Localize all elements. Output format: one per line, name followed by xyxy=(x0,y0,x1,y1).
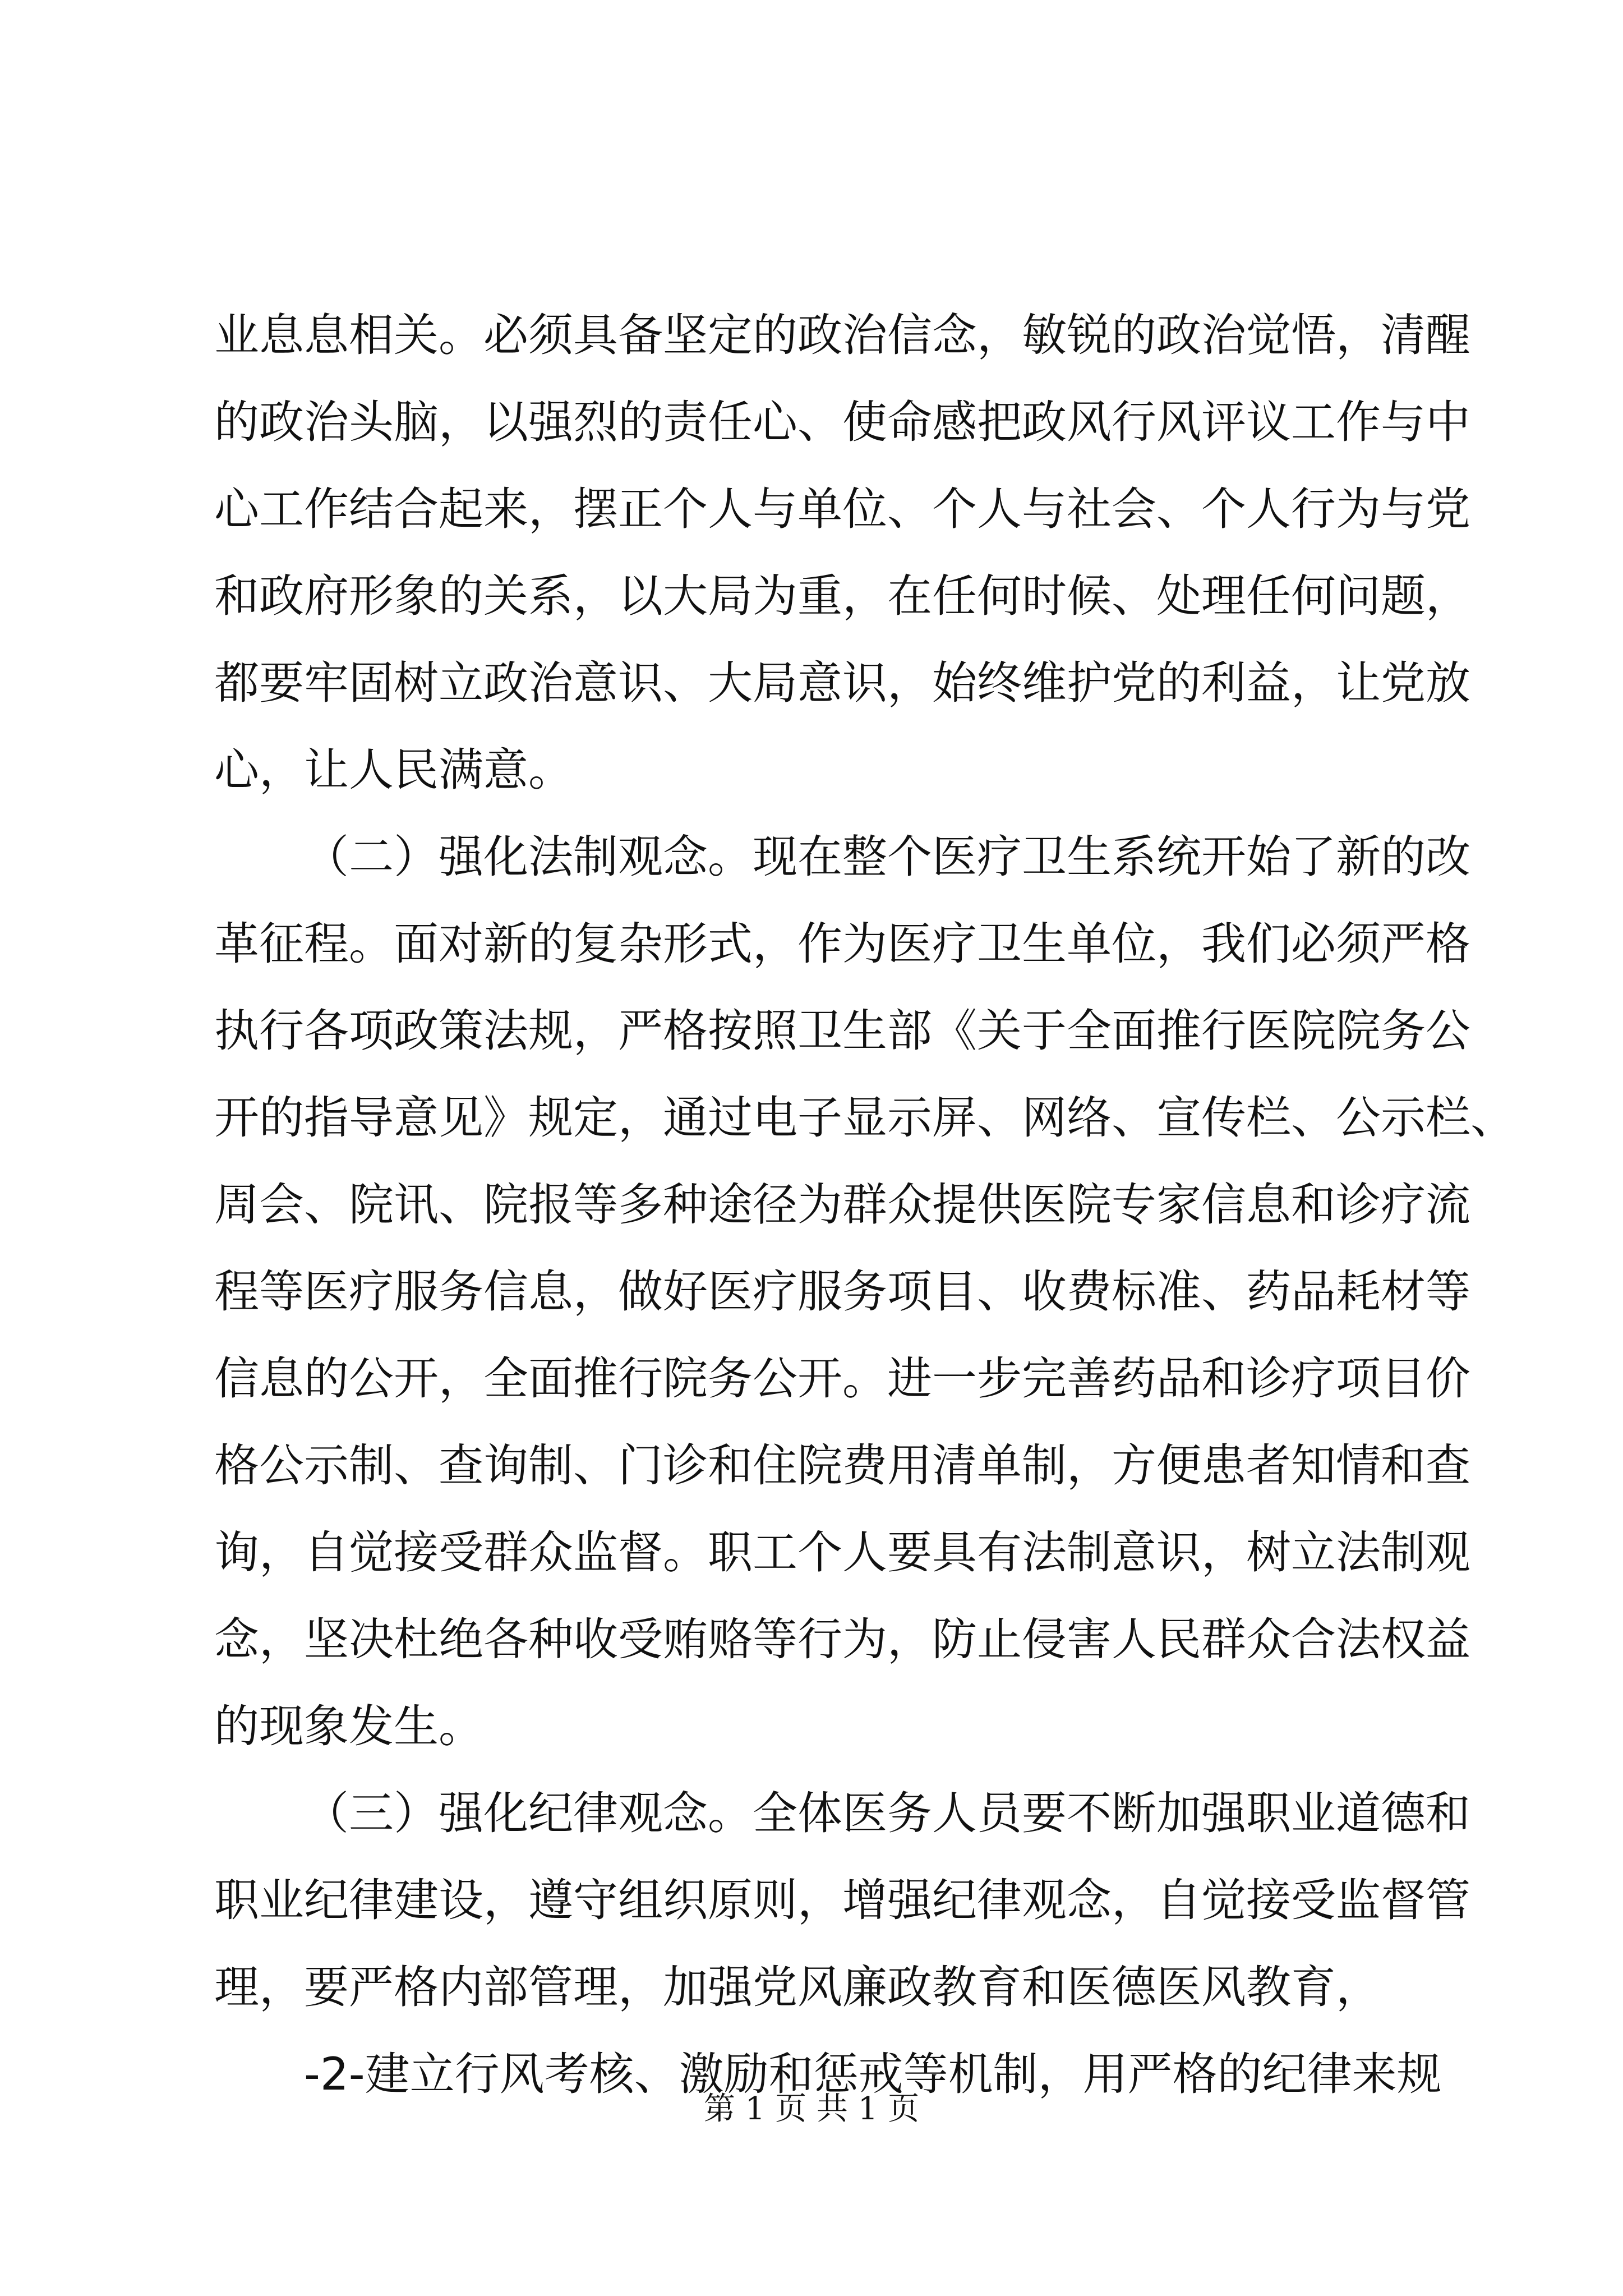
text-line: 程等医疗服务信息，做好医疗服务项目、收费标准、药品耗材等 xyxy=(214,1266,1470,1318)
text-line: 询，自觉接受群众监督。职工个人要具有法制意识，树立法制观 xyxy=(214,1526,1470,1579)
text-line: 业息息相关。必须具备坚定的政治信念，敏锐的政治觉悟，清醒 xyxy=(214,309,1470,361)
text-line: 革征程。面对新的复杂形式，作为医疗卫生单位，我们必须严格 xyxy=(214,918,1470,970)
text-line: -2-建立行风考核、激励和惩戒等机制，用严格的纪律来规 xyxy=(304,2048,1442,2100)
text-line: 心，让人民满意。 xyxy=(214,744,573,796)
text-line: 的现象发生。 xyxy=(214,1700,483,1752)
text-line: 职业纪律建设，遵守组织原则，增强纪律观念，自觉接受监督管 xyxy=(214,1874,1470,1926)
text-line: 开的指导意见》规定，通过电子显示屏、网络、宣传栏、公示栏、 xyxy=(214,1092,1515,1144)
text-line: 格公示制、查询制、门诊和住院费用清单制，方便患者知情和查 xyxy=(214,1439,1470,1492)
document-body xyxy=(214,292,1515,2118)
page-footer: 第 1 页 共 1 页 xyxy=(703,2091,920,2127)
text-line: 心工作结合起来，摆正个人与单位、个人与社会、个人行为与党 xyxy=(214,483,1470,535)
text-line: 信息的公开，全面推行院务公开。进一步完善药品和诊疗项目价 xyxy=(214,1352,1470,1405)
text-line: 理，要严格内部管理，加强党风廉政教育和医德医风教育， xyxy=(214,1961,1381,2013)
text-line: 和政府形象的关系，以大局为重，在任何时候、处理任何问题， xyxy=(214,570,1470,622)
text-line: 念，坚决杜绝各种收受贿赂等行为，防止侵害人民群众合法权益 xyxy=(214,1613,1470,1665)
text-line: 都要牢固树立政治意识、大局意识，始终维护党的利益，让党放 xyxy=(214,657,1470,709)
text-line: 周会、院讯、院报等多种途径为群众提供医院专家信息和诊疗流 xyxy=(214,1179,1470,1231)
section-heading-line: （二）强化法制观念。现在整个医疗卫生系统开始了新的改 xyxy=(304,831,1470,883)
text-line: 的政治头脑，以强烈的责任心、使命感把政风行风评议工作与中 xyxy=(214,396,1470,448)
section-heading-line: （三）强化纪律观念。全体医务人员要不断加强职业道德和 xyxy=(304,1787,1470,1839)
text-line: 执行各项政策法规，严格按照卫生部《关于全面推行医院院务公 xyxy=(214,1005,1470,1057)
